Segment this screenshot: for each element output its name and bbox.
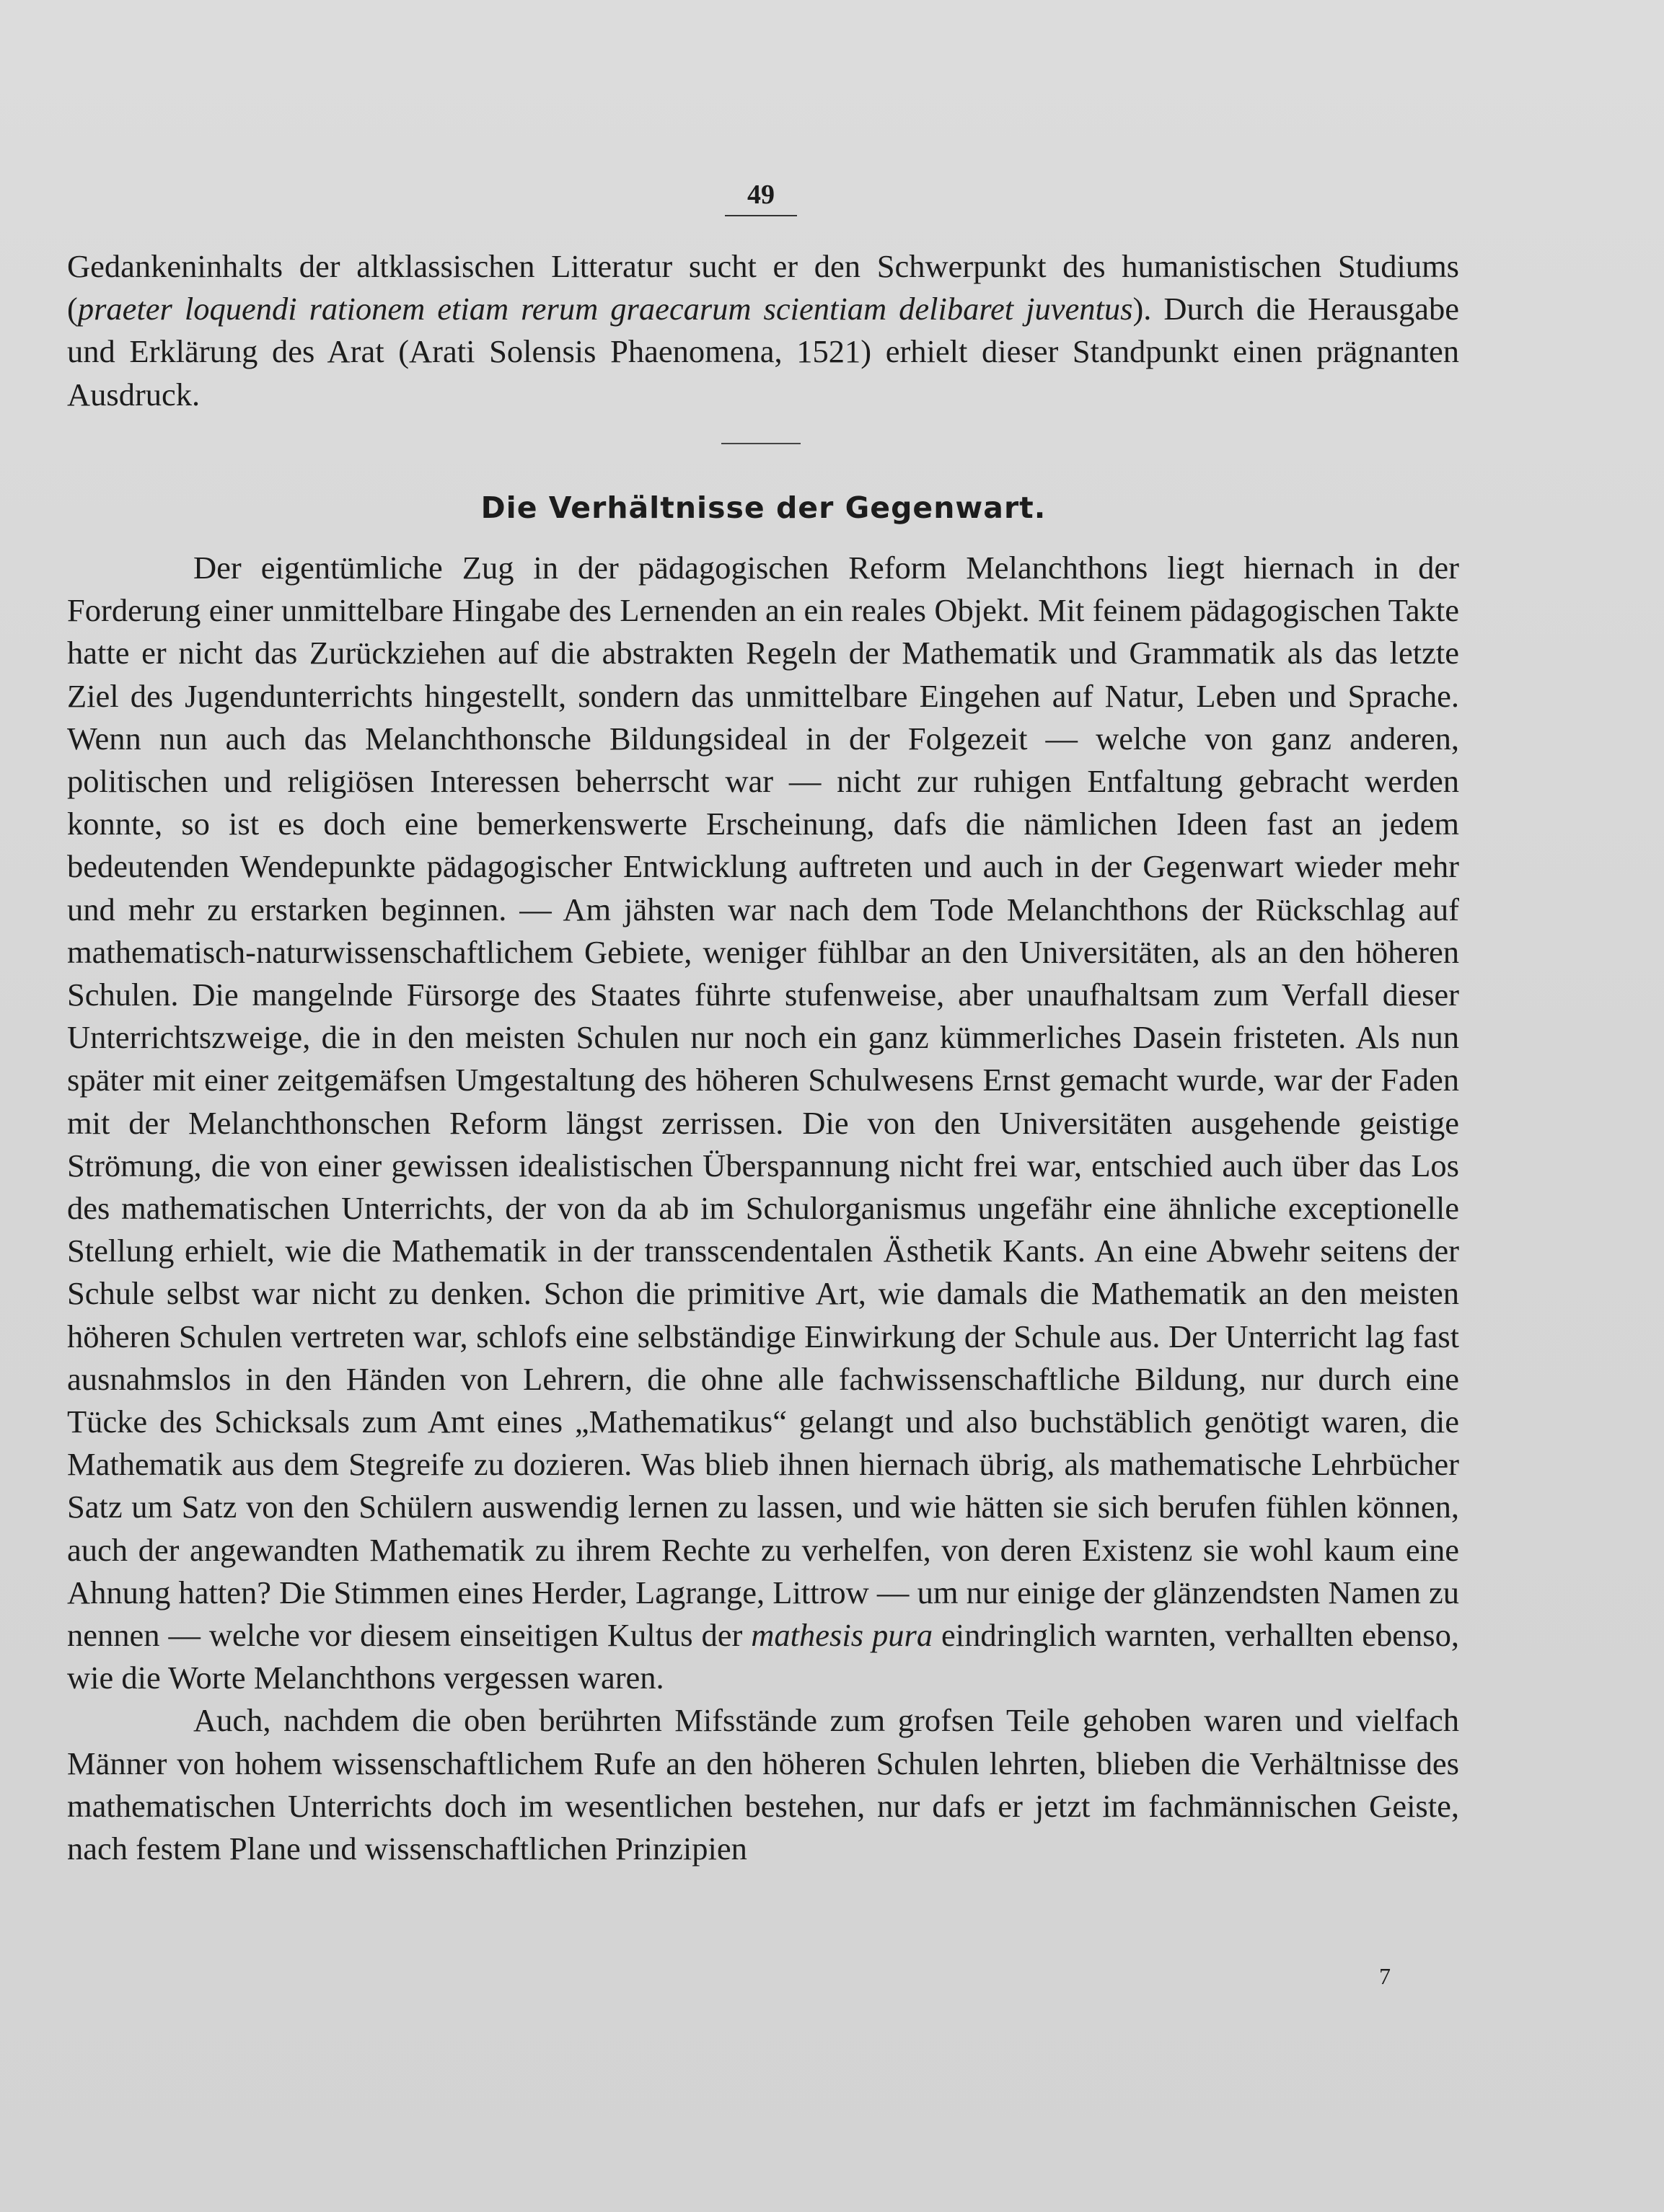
paragraph-1-text-1: Der eigentümliche Zug in der pädagogischen Reform Melanchthons liegt hiernach in der Forderung einer unmittelbare Hingabe des Lernenden an ein reales Objekt. Mit feinem pädagogischen Takte hatte er nicht das Zurückziehen auf die abstrakten Regeln der Mathematik und Grammatik als das letzte Ziel des Jugendunterrichts hingestellt, sondern das unmittelbare Eingehen auf Natur, Leben und Sprache. Wenn nun auch das Melanchthonsche Bildungsideal in der Folgezeit — welche von ganz anderen, politischen und religiösen Interessen beherrscht war — nicht zur ruhigen Entfaltung gebracht werden konnte, so ist es doch eine bemerkenswerte Erscheinung, dafs die nämlichen Ideen fast an jedem bedeutenden Wendepunkte pädagogischer Entwicklung auftreten und auch in der Gegenwart wieder mehr und mehr zu erstarken beginnen. — Am jähsten war nach dem Tode Melanchthons der Rückschlag auf mathematisch-naturwissenschaftlichem Gebiete, weniger fühlbar an den Universitäten, als an den höheren Schulen. Die mangelnde Fürsorge des Staates führte stufenweise, aber unaufhaltsam zum Verfall dieser Unterrichtszweige, die in den meisten Schulen nur noch ein ganz kümmerliches Dasein fristeten. Als nun später mit einer zeitgemäfsen Umgestaltung des höheren Schulwesens Ernst gemacht wurde, war der Faden mit der Melanchthonschen Reform längst zerrissen. Die von den Universitäten ausgehende geistige Strömung, die von einer gewissen idealistischen Überspannung nicht frei war, entschied auch über das Los des mathematischen Unterrichts, der von da ab im Schulorganismus ungefähr eine ähnliche exceptionelle Stellung erhielt, wie die Mathematik in der transscendentalen Ästhetik Kants. An eine Abwehr seitens der Schule selbst war nicht zu denken. Schon die primitive Art, wie damals die Mathematik an den meisten höheren Schulen vertreten war, schlofs eine selbständige Einwirkung der Schule aus. Der Unterricht lag fast ausnahmslos in den Händen von Lehrern, die ohne alle fachwissenschaftliche Bildung, nur durch eine Tücke des Schicksals zum Amt eines „Mathematikus“ gelangt und also buchstäblich genötigt waren, die Mathematik aus dem Stegreife zu dozieren. Was blieb ihnen hiernach übrig, als mathematische Lehrbücher Satz um Satz von den Schülern auswendig lernen zu lassen, und wie hätten sie sich berufen fühlen können, auch der angewandten Mathematik zu ihrem Rechte zu verhelfen, von deren Existenz sie wohl kaum eine Ahnung hatten? Die Stimmen eines Herder, Lagrange, Littrow — um nur einige der glänzendsten Namen zu nennen — welche vor diesem einseitigen Kultus der	[67, 550, 1459, 1654]
intro-text-1: Gedankeninhalts der altklassischen Litteratur sucht er den Schwerpunkt des humanistischen Studiums (	[67, 248, 1459, 327]
section-divider	[721, 443, 801, 444]
intro-paragraph	[67, 245, 1459, 416]
main-text-block	[67, 547, 1459, 1870]
page-number: 49	[725, 179, 797, 216]
section-heading: Die Verhältnisse der Gegenwart.	[480, 490, 1047, 525]
intro-paragraph-block	[67, 245, 1459, 416]
intro-text-2: ). Durch die Herausgabe und Erklärung des Arat (Arati Solensis Phaenomena, 1521) erhielt dieser Standpunkt einen prägnanten Ausdruck.	[67, 291, 1460, 413]
signature-mark: 7	[1379, 1963, 1391, 1989]
latin-quotation: praeter loquendi rationem etiam rerum graecarum scientiam delibaret juventus	[77, 291, 1133, 327]
mathesis-pura-term: mathesis pura	[751, 1617, 933, 1654]
paragraph-2: Auch, nachdem die oben berührten Mifsstände zum grofsen Teile gehoben waren und vielfach Männer von hohem wissenschaftlichem Rufe an den höheren Schulen lehrten, blieben die Verhältnisse des mathematischen Unterrichts doch im wesentlichen bestehen, nur dafs er jetzt im fachmännischen Geiste, nach festem Plane und wissenschaftlichen Prinzipien	[67, 1702, 1459, 1867]
paragraph-1-text-2: eindringlich warnten, verhallten ebenso, wie die Worte Melanchthons vergessen waren.	[67, 1617, 1459, 1696]
paragraph-1	[67, 547, 1459, 1699]
